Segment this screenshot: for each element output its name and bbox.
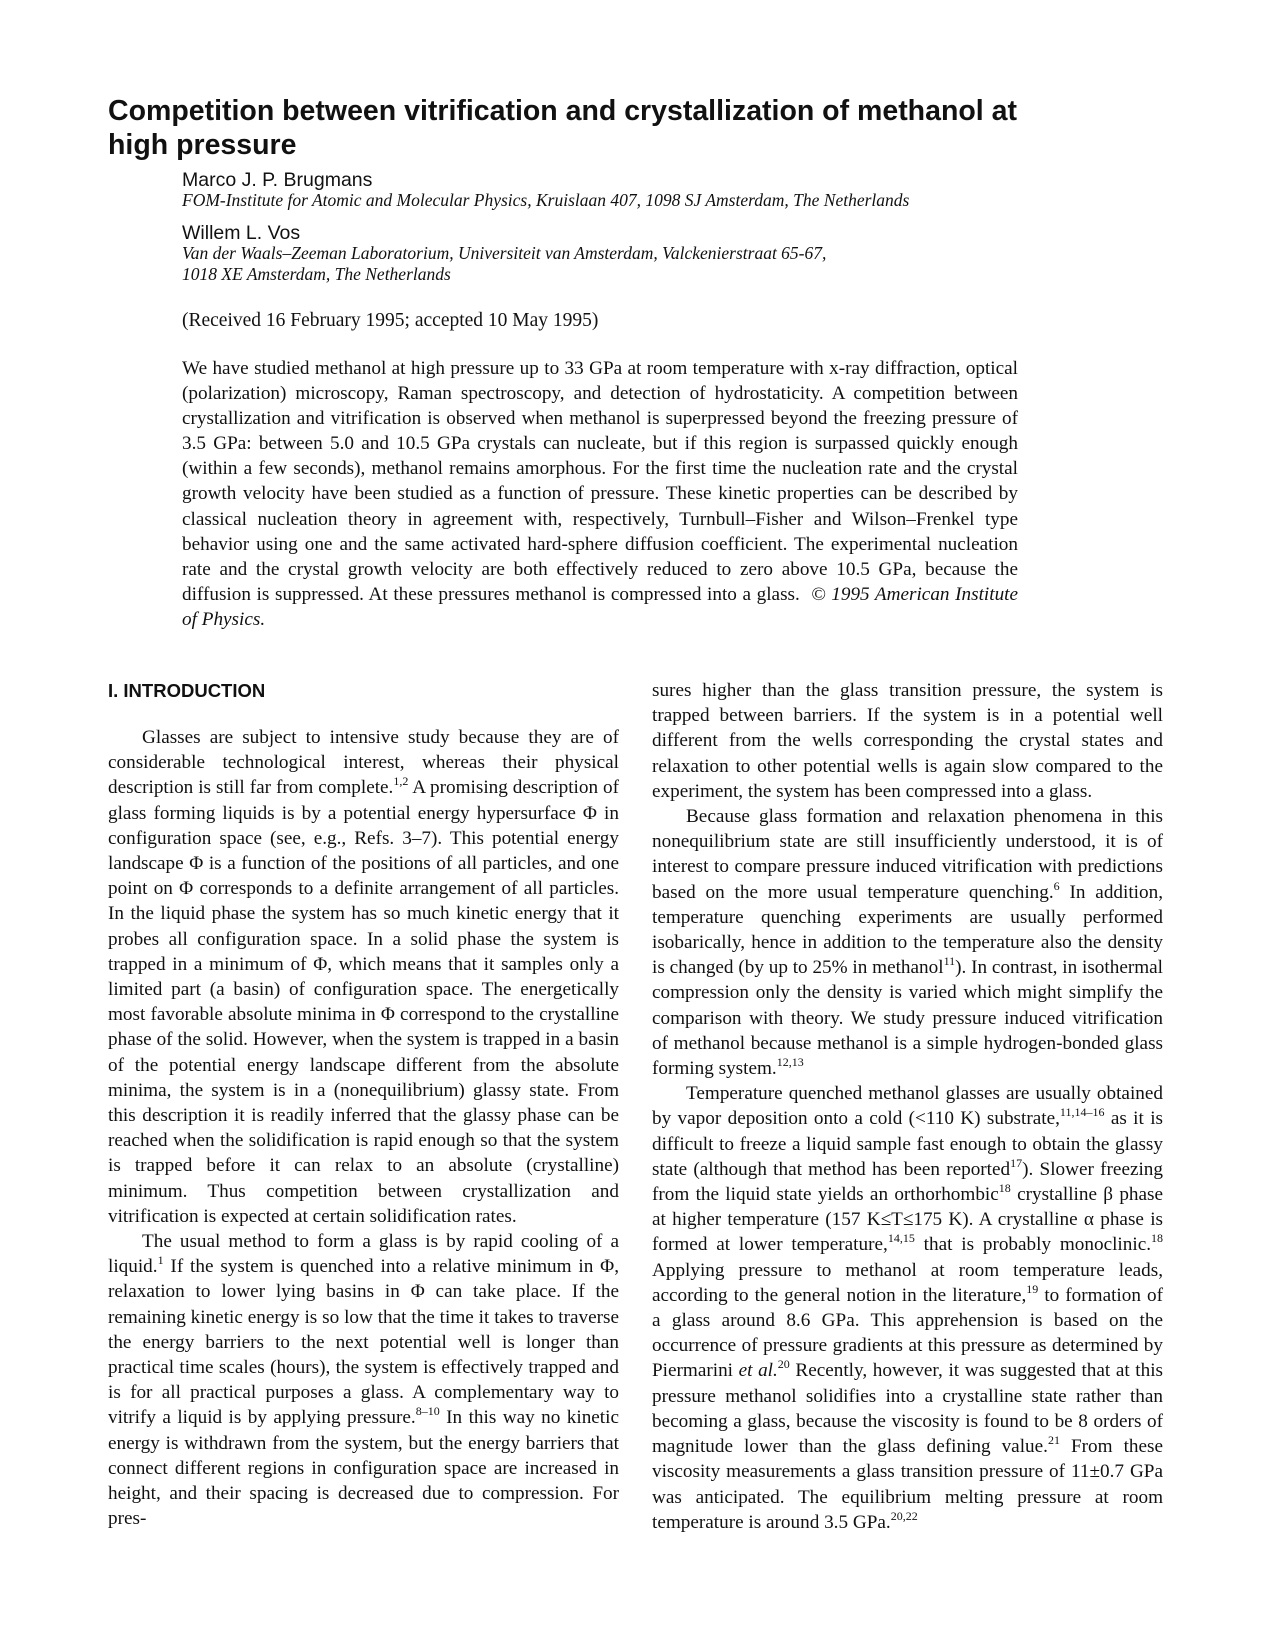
citation: 17 <box>1010 1155 1023 1170</box>
left-column <box>108 725 619 1532</box>
citation: 11,14–16 <box>1059 1105 1105 1120</box>
body-paragraph: Because glass formation and relaxation phenomena in this nonequilibrium state are still insufficiently understood, it is of interest to compare pressure induced vitrification with predictions based on the more usual temperature quenching.$^6$ In addition, temperature quenching experiments are usually performed isobarically, hence in addition to the temperature also the density is changed (by up to 25% in methanol$^{11}$). In contrast, in isothermal compression only the density is varied which might simplify the comparison with theory. We study pressure induced vitrification of methanol because methanol is a simple hydrogen-bonded glass forming system.$^{12,13}$ <box>652 806 1163 1080</box>
author-affiliation: 1018 XE Amsterdam, The Netherlands <box>182 264 451 284</box>
author-affiliation: FOM-Institute for Atomic and Molecular Physics, Kruislaan 407, 1098 SJ Amsterdam, The Netherlands <box>182 190 910 210</box>
paper-title: Competition between vitrification and crystallization of methanol at high pressure <box>108 95 1017 161</box>
citation: 20 <box>777 1357 790 1372</box>
citation: 18 <box>998 1181 1011 1196</box>
citation: 20,22 <box>890 1508 918 1523</box>
citation: 1 <box>157 1253 164 1268</box>
citation: 8–10 <box>415 1404 440 1419</box>
citation: 6 <box>1053 878 1060 893</box>
author-affiliation: Van der Waals–Zeeman Laboratorium, Universiteit van Amsterdam, Valckenierstraat 65-67, <box>182 243 827 263</box>
received-dates: (Received 16 February 1995; accepted 10 May 1995) <box>182 310 599 331</box>
body-paragraph: sures higher than the glass transition pressure, the system is trapped between barriers. If the system is in a potential well different from the wells corresponding the crystal states and relaxation to other potential wells is again slow compared to the experiment, the system has been compressed into a glass. <box>652 680 1163 802</box>
abstract <box>182 356 1018 632</box>
citation: 1,2 <box>393 774 409 789</box>
abstract-text: We have studied methanol at high pressure up to 33 GPa at room temperature with x-ray diffraction, optical (polarization) microscopy, Raman spectroscopy, and detection of hydrostaticity. A competition between crystallization and vitrification is observed when methanol is superpressed beyond the freezing pressure of 3.5 GPa: between 5.0 and 10.5 GPa crystals can nucleate, but if this region is surpassed quickly enough (within a few seconds), methanol remains amorphous. For the first time the nucleation rate and the crystal growth velocity have been studied as a function of pressure. These kinetic properties can be described by classical nucleation theory in agreement with, respectively, Turnbull–Fisher and Wilson–Frenkel type behavior using one and the same activated hard-sphere diffusion coefficient. The experimental nucleation rate and the crystal growth velocity are both effectively reduced to zero above 10.5 GPa, because the diffusion is suppressed. At these pressures methanol is compressed into a glass. <box>182 358 1018 605</box>
body-paragraph: Glasses are subject to intensive study because they are of considerable technological interest, whereas their physical description is still far from complete.$^{1,2}$ A promising description of glass forming liquids is by a potential energy hypersurface Φ in configuration space (see, e.g., Refs. 3–7). This potential energy landscape Φ is a function of the positions of all particles, and one point on Φ corresponds to a definite arrangement of all particles. In the liquid phase the system has so much kinetic energy that it probes all configuration space. In a solid phase the system is trapped in a minimum of Φ, which means that it samples only a limited part (a basin) of configuration space. The energetically most favorable absolute minima in Φ correspond to the crystalline phase of the solid. However, when the system is trapped in a basin of the potential energy landscape different from the absolute minima, the system is in a (nonequilibrium) glassy state. From this description it is readily inferred that the glassy phase can be reached when the solidification is rapid enough so that the system is trapped before it can relax to an absolute (crystalline) minimum. Thus competition between crystallization and vitrification is expected at certain solidification rates. <box>108 727 619 1227</box>
citation: 12,13 <box>776 1055 804 1070</box>
body-paragraph: The usual method to form a glass is by rapid cooling of a liquid.$^1$ If the system is quenched into a relative minimum in Φ, relaxation to lower lying basins in Φ can take place. If the remaining kinetic energy is so low that the time it takes to traverse the energy barriers to the next potential well is longer than practical time scales (hours), the system is effectively trapped and is for all practical purposes a glass. A complementary way to vitrify a liquid is by applying pressure.$^{8-10}$ In this way no kinetic energy is withdrawn from the system, but the energy barriers that connect different regions in configuration space are increased in height, and their spacing is decreased due to compression. For pres- <box>108 1231 619 1530</box>
citation: 18 <box>1151 1231 1164 1246</box>
body-paragraph: Temperature quenched methanol glasses are usually obtained by vapor deposition onto a cold (<110 K) substrate,$^{11,14-16}$ as it is difficult to freeze a liquid sample fast enough to obtain the glassy state (although that method has been reported$^{17}$). Slower freezing from the liquid state yields an orthorhombic$^{18}$ crystalline β phase at higher temperature (157 K≤T≤175 K). A crystalline α phase is formed at lower temperature,$^{14,15}$ that is probably monoclinic.$^{18}$ Applying pressure to methanol at room temperature leads, according to the general notion in the literature,$^{19}$ to formation of a glass around 8.6 GPa. This apprehension is based on the occurrence of pressure gradients at this pressure as determined by Piermarini et al.$^{20}$ Recently, however, it was suggested that at this pressure methanol solidifies into a crystalline state rather than becoming a glass, because the viscosity is found to be 8 orders of magnitude lower than the glass defining value.$^{21}$ From these viscosity measurements a glass transition pressure of 11±0.7 GPa was anticipated. The equilibrium melting pressure at room temperature is around 3.5 GPa.$^{20,22}$ <box>652 1083 1164 1533</box>
section-heading: I. INTRODUCTION <box>108 680 266 701</box>
citation: 21 <box>1047 1433 1060 1448</box>
citation: 14,15 <box>887 1231 915 1246</box>
right-column <box>652 678 1163 1535</box>
citation: 11 <box>943 954 956 969</box>
copyright-notice: © 1995 American Institute of Physics. <box>182 583 1019 630</box>
author-name: Marco J. P. Brugmans <box>182 169 373 191</box>
citation: 19 <box>1026 1281 1039 1296</box>
author-name: Willem L. Vos <box>182 222 301 244</box>
